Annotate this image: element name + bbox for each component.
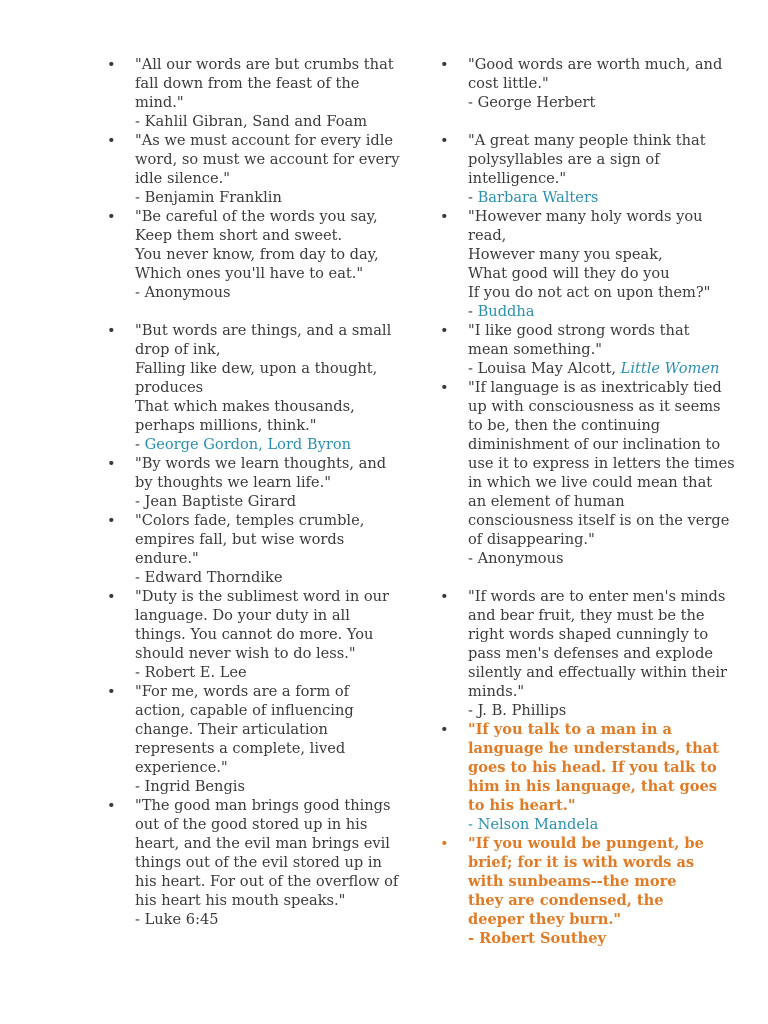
attribution-prefix: -: [468, 816, 478, 833]
quote-line: • "Be careful of the words you say,: [135, 208, 378, 225]
quote-line: his heart his mouth speaks.": [135, 892, 346, 909]
quote-line: empires fall, but wise words: [135, 531, 345, 548]
quote-phillips: [440, 587, 730, 720]
right-column: [440, 55, 735, 948]
quote-line: of disappearing.": [468, 531, 595, 548]
quote-line: represents a complete, lived: [135, 740, 346, 757]
author-link[interactable]: Nelson Mandela: [477, 816, 599, 833]
quote-attribution: - Kahlil Gibran, Sand and Foam: [135, 113, 368, 130]
quote-line: drop of ink,: [135, 341, 221, 358]
quote-line: • "If language is as inextricably tied: [468, 379, 722, 396]
left-column: [107, 55, 400, 929]
quote-bengis: [107, 682, 397, 796]
quote-line: silently and effectually within their: [468, 664, 728, 681]
quote-line: out of the good stored up in his: [135, 816, 368, 833]
quote-girard: [107, 454, 397, 511]
quote-line: experience.": [135, 759, 228, 776]
quote-line: Keep them short and sweet.: [135, 227, 343, 244]
quote-attribution: - Ingrid Bengis: [135, 778, 245, 795]
author-link[interactable]: Barbara Walters: [477, 189, 599, 206]
quote-thorndike: [107, 511, 397, 587]
quote-line: That which makes thousands,: [135, 398, 355, 415]
quote-line: polysyllables are a sign of: [468, 151, 660, 168]
quote-luke: [107, 796, 397, 929]
quote-line: with sunbeams--the more: [468, 873, 677, 890]
quote-line: consciousness itself is on the verge: [468, 512, 730, 529]
quote-line: him in his language, that goes: [468, 778, 717, 795]
author-link[interactable]: George Gordon, Lord Byron: [144, 436, 352, 453]
book-link[interactable]: Little Women: [620, 360, 720, 377]
quote-line: mean something.": [468, 341, 602, 358]
quote-attribution: - J. B. Phillips: [468, 702, 567, 719]
quote-attribution: - Robert E. Lee: [135, 664, 247, 681]
quote-line: If you do not act on upon them?": [468, 284, 711, 301]
quote-attribution: - Jean Baptiste Girard: [135, 493, 297, 510]
quote-gibran: [107, 55, 397, 131]
quote-attribution: - Anonymous: [468, 550, 564, 567]
quote-line: minds.": [468, 683, 525, 700]
quote-anonymous-1: [107, 207, 397, 321]
quote-line: heart, and the evil man brings evil: [135, 835, 390, 852]
quote-line: However many you speak,: [468, 246, 663, 263]
quote-attribution: [468, 815, 730, 834]
quote-line: up with consciousness as it seems: [468, 398, 721, 415]
quote-line: to his heart.": [468, 797, 576, 814]
quote-line: • "Duty is the sublimest word in our: [135, 588, 390, 605]
quote-line: an element of human: [468, 493, 625, 510]
spacer: [468, 112, 730, 131]
quote-line: Falling like dew, upon a thought,: [135, 360, 378, 377]
author-link[interactable]: Buddha: [477, 303, 535, 320]
attribution-prefix: -: [135, 436, 145, 453]
quote-lee: [107, 587, 397, 682]
quote-mandela: [440, 720, 730, 834]
quote-southey: [440, 834, 730, 948]
quote-line: • "As we must account for every idle: [135, 132, 394, 149]
attribution-prefix: -: [468, 303, 478, 320]
quote-walters: [440, 131, 730, 207]
quote-line: by thoughts we learn life.": [135, 474, 331, 491]
quote-line: produces: [135, 379, 204, 396]
quote-attribution: [135, 435, 397, 454]
quote-line: read,: [468, 227, 507, 244]
quote-line: • "All our words are but crumbs that: [135, 56, 394, 73]
spacer: [135, 302, 397, 321]
quote-line: deeper they burn.": [468, 911, 622, 928]
quote-line: • "By words we learn thoughts, and: [135, 455, 387, 472]
quote-franklin: [107, 131, 400, 207]
quote-attribution: - Anonymous: [135, 284, 231, 301]
quote-line: • "Good words are worth much, and: [468, 56, 723, 73]
quote-line: action, capable of influencing: [135, 702, 354, 719]
quote-line: • "If you would be pungent, be: [468, 835, 704, 852]
quote-line: • "I like good strong words that: [468, 322, 690, 339]
quote-line: • "However many holy words you: [468, 208, 703, 225]
quote-line: • "The good man brings good things: [135, 797, 391, 814]
quote-line: fall down from the feast of the: [135, 75, 360, 92]
attribution-prefix: - Louisa May Alcott,: [468, 360, 621, 377]
quote-line: diminishment of our inclination to: [468, 436, 721, 453]
quote-line: right words shaped cunningly to: [468, 626, 709, 643]
quote-line: • "But words are things, and a small: [135, 322, 392, 339]
quote-line: • "If you talk to a man in a: [468, 721, 672, 738]
spacer: [468, 568, 730, 587]
quote-line: change. Their articulation: [135, 721, 328, 738]
quote-attribution: - Benjamin Franklin: [135, 189, 282, 206]
quote-line: to be, then the continuing: [468, 417, 661, 434]
left-quote-list: [107, 55, 400, 929]
quote-line: • "For me, words are a form of: [135, 683, 350, 700]
quote-line: idle silence.": [135, 170, 230, 187]
quote-anonymous-2: [440, 378, 735, 587]
quote-alcott: [440, 321, 730, 378]
quote-line: cost little.": [468, 75, 549, 92]
quote-line: language he understands, that: [468, 740, 719, 757]
quote-line: word, so must we account for every: [135, 151, 400, 168]
quote-byron: [107, 321, 397, 454]
quote-line: goes to his head. If you talk to: [468, 759, 717, 776]
quote-line: use it to express in letters the times: [468, 455, 735, 472]
quote-line: and bear fruit, they must be the: [468, 607, 705, 624]
quote-attribution: [468, 359, 730, 378]
quote-line: • "A great many people think that: [468, 132, 706, 149]
quote-line: should never wish to do less.": [135, 645, 356, 662]
quote-line: • "If words are to enter men's minds: [468, 588, 726, 605]
quote-line: in which we live could mean that: [468, 474, 713, 491]
quote-line: his heart. For out of the overflow of: [135, 873, 399, 890]
quote-line: intelligence.": [468, 170, 567, 187]
quote-line: • "Colors fade, temples crumble,: [135, 512, 365, 529]
quote-line: things out of the evil stored up in: [135, 854, 382, 871]
quote-attribution: - Edward Thorndike: [135, 569, 283, 586]
quote-line: What good will they do you: [468, 265, 670, 282]
quote-line: perhaps millions, think.": [135, 417, 317, 434]
quote-line: mind.": [135, 94, 184, 111]
quote-attribution: - Robert Southey: [468, 930, 606, 947]
quote-herbert: [440, 55, 730, 131]
right-quote-list: [440, 55, 735, 948]
quote-line: language. Do your duty in all: [135, 607, 350, 624]
quote-line: things. You cannot do more. You: [135, 626, 374, 643]
quote-attribution: [468, 188, 730, 207]
quote-line: endure.": [135, 550, 199, 567]
quote-line: brief; for it is with words as: [468, 854, 695, 871]
quote-line: they are condensed, the: [468, 892, 664, 909]
quote-buddha: [440, 207, 730, 321]
quote-attribution: [468, 302, 730, 321]
quote-attribution: - George Herbert: [468, 94, 596, 111]
quote-line: Which ones you'll have to eat.": [135, 265, 364, 282]
quote-line: You never know, from day to day,: [135, 246, 379, 263]
quote-attribution: - Luke 6:45: [135, 911, 219, 928]
quote-line: pass men's defenses and explode: [468, 645, 714, 662]
attribution-prefix: -: [468, 189, 478, 206]
